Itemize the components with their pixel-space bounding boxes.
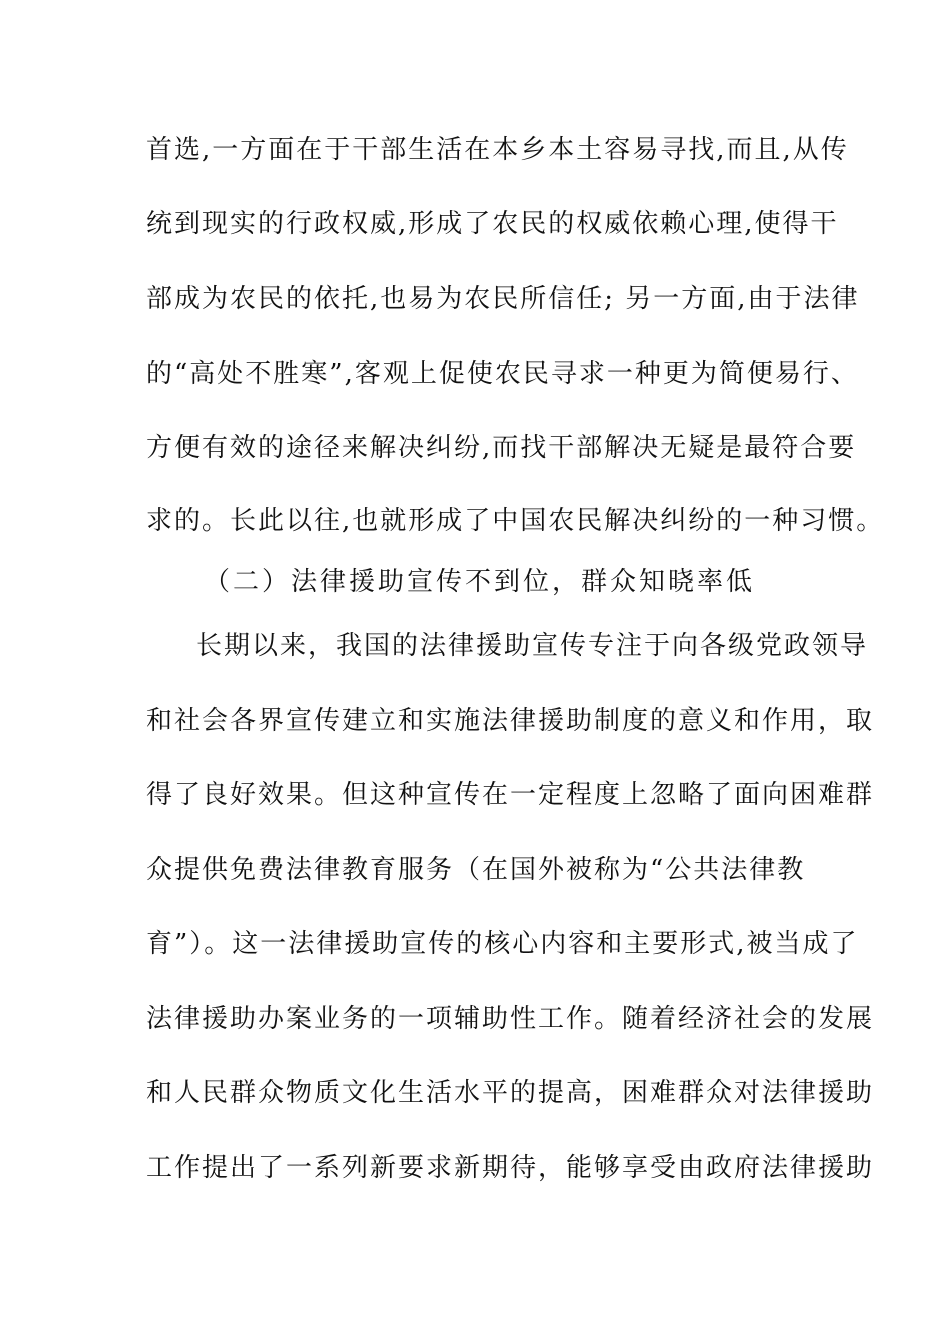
section-heading: （二）法律援助宣传不到位，群众知晓率低 [204,567,756,597]
paragraph-line: 方便有效的途径来解决纠纷,而找干部解决无疑是最符合要 [146,433,857,463]
paragraph-line: 首选,一方面在于干部生活在本乡本土容易寻找,而且,从传 [146,135,849,165]
paragraph-line: 的“高处不胜寒”,客观上促使农民寻求一种更为简便易行、 [146,359,859,389]
paragraph-line: 统到现实的行政权威,形成了农民的权威依赖心理,使得干 [146,209,839,239]
paragraph-line: 工作提出了一系列新要求新期待，能够享受由政府法律援助 [146,1153,875,1183]
paragraph-line: 求的。长此以往,也就形成了中国农民解决纠纷的一种习惯。 [146,506,885,536]
paragraph-line: 得了良好效果。但这种宣传在一定程度上忽略了面向困难群 [146,780,875,810]
paragraph-line: 长期以来，我国的法律援助宣传专注于向各级党政领导 [196,631,869,661]
paragraph-line: 育”）。这一法律援助宣传的核心内容和主要形式,被当成了 [146,929,859,959]
paragraph-line: 众提供免费法律教育服务（在国外被称为“公共法律教 [146,855,806,885]
paragraph-line: 和社会各界宣传建立和实施法律援助制度的意义和作用，取 [146,706,875,736]
paragraph-line: 法律援助办案业务的一项辅助性工作。随着经济社会的发展 [146,1004,875,1034]
paragraph-line: 部成为农民的依托,也易为农民所信任; 另一方面,由于法律 [146,284,860,314]
paragraph-line: 和人民群众物质文化生活水平的提高，困难群众对法律援助 [146,1078,875,1108]
